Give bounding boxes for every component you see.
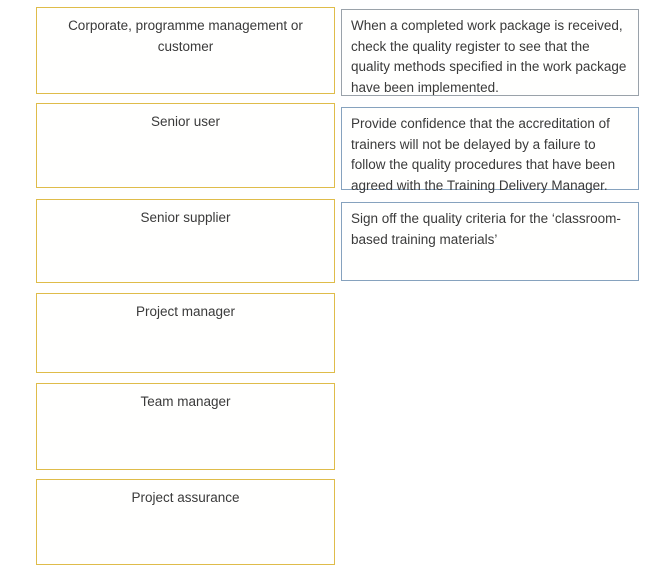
statement-text: Sign off the quality criteria for the ‘classroom-based training materials’: [351, 211, 621, 247]
role-label: Senior user: [150, 114, 221, 129]
statement-card-accreditation-confidence[interactable]: [341, 107, 639, 193]
role-box-team-manager[interactable]: [36, 383, 335, 470]
role-label: Corporate, programme management or customer: [68, 18, 303, 54]
role-box-corporate-programme-management-or-customer[interactable]: [36, 7, 335, 94]
role-box-project-manager[interactable]: [36, 293, 335, 373]
statement-text: Provide confidence that the accreditation of trainers will not be delayed by a failure to follow the quality procedures that have been agreed with the Training Delivery Manager.: [351, 116, 616, 193]
role-label: Project assurance: [131, 490, 240, 505]
role-box-project-assurance[interactable]: [36, 479, 335, 565]
statement-text: When a completed work package is received, check the quality register to see that the quality methods specified in the work package have been implemented.: [351, 18, 627, 95]
statement-card-quality-register-check[interactable]: [341, 9, 639, 96]
role-label: Senior supplier: [140, 210, 231, 225]
role-label: Team manager: [140, 394, 231, 409]
statement-card-sign-off-quality-criteria[interactable]: [341, 202, 639, 281]
role-box-senior-supplier[interactable]: [36, 199, 335, 283]
role-label: Project manager: [135, 304, 236, 319]
role-box-senior-user[interactable]: [36, 103, 335, 188]
